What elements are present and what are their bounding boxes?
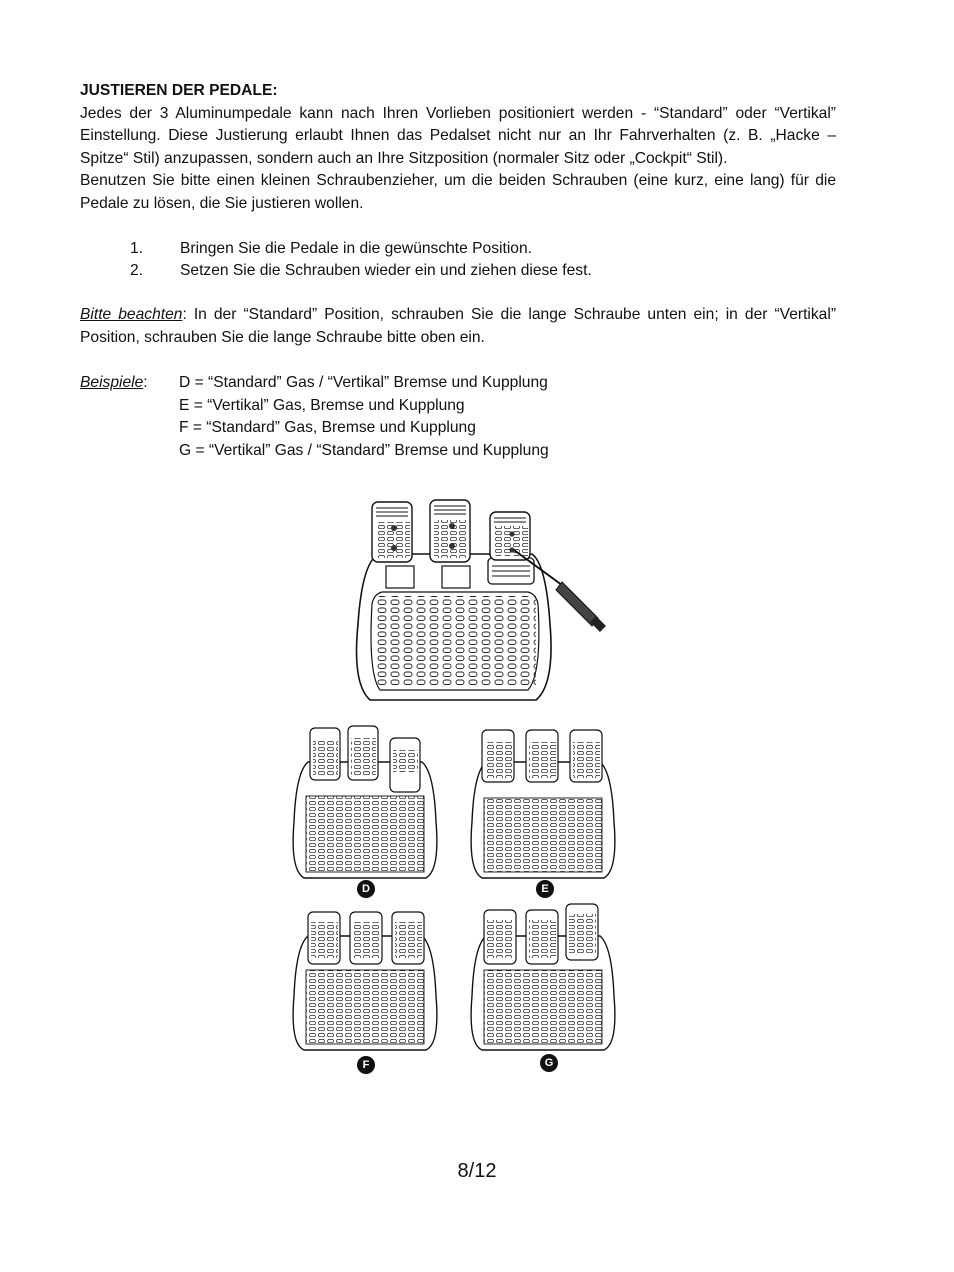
pedal-config-d <box>290 722 440 882</box>
example-line: F = “Standard” Gas, Bremse und Kupplung <box>179 419 476 436</box>
pedal-config-f <box>290 906 440 1054</box>
label-f-badge: F <box>357 1056 375 1074</box>
examples-label-text: Beispiele <box>80 374 144 391</box>
label-e-badge: E <box>536 880 554 898</box>
example-line: G = “Vertikal” Gas / “Standard” Bremse und Kupplung <box>179 441 549 459</box>
step-number: 1. <box>130 240 144 257</box>
examples-lines <box>179 372 549 462</box>
step-text: Setzen Sie die Schrauben wieder ein und ziehen diese fest. <box>180 262 592 279</box>
note-label: Bitte beachten <box>80 306 183 323</box>
examples-label <box>80 372 148 395</box>
section-heading: JUSTIEREN DER PEDALE: <box>80 82 278 99</box>
pedal-set-illustration <box>350 494 612 706</box>
label-g-badge: G <box>540 1054 558 1072</box>
step-number: 2. <box>130 262 144 279</box>
screwdriver-paragraph: Benutzen Sie bitte einen kleinen Schraubenzieher, um die beiden Schrauben (eine kurz, eine lang) für die Pedale zu lösen, die Sie justieren wollen. <box>80 172 836 212</box>
pedal-config-g <box>468 900 618 1054</box>
intro-paragraph: Jedes der 3 Aluminumpedale kann nach Ihren Vorlieben positioniert werden - “Standard” oder “Vertikal” Einstellung. Diese Justierung erlaubt Ihnen das Pedalset nicht nur an Ihr Fahrverhalten (z. B. „Hacke – Spitze“ Stil) anzupassen, sondern auch an Ihre Sitzposition (normaler Sitz oder „Cockpit“ Stil). <box>80 104 836 167</box>
list-item <box>130 238 592 260</box>
list-item <box>130 260 592 282</box>
example-line: D = “Standard” Gas / “Vertikal” Bremse und Kupplung <box>179 374 548 391</box>
example-line: E = “Vertikal” Gas, Bremse und Kupplung <box>179 396 465 414</box>
page-number: 8/12 <box>457 1160 497 1182</box>
steps-list <box>130 238 592 282</box>
label-d-badge: D <box>357 880 375 898</box>
examples-colon: : <box>143 374 148 391</box>
pedal-config-e <box>468 726 618 882</box>
note-paragraph <box>80 304 836 349</box>
adjust-pedals-section <box>80 80 836 215</box>
step-text: Bringen Sie die Pedale in die gewünschte Position. <box>180 240 532 257</box>
note-text: : In der “Standard” Position, schrauben Sie die lange Schraube unten ein; in der “Vertikal” Position, schrauben Sie die lange Schraube bitte oben ein. <box>80 306 837 346</box>
